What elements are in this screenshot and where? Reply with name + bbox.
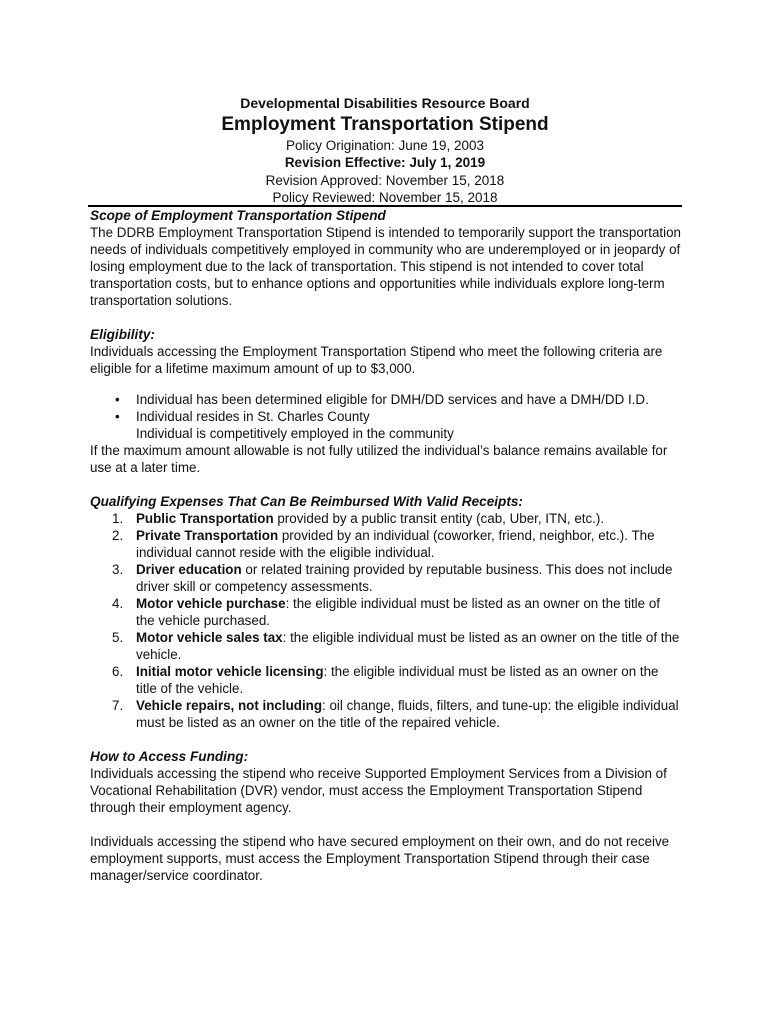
spacer <box>90 309 682 326</box>
item-number: 3. <box>112 562 124 577</box>
list-item <box>90 527 682 561</box>
item-number: 4. <box>112 596 124 611</box>
list-item <box>90 561 682 595</box>
spacer <box>90 731 682 748</box>
spacer <box>90 377 682 391</box>
criteria-text: Individual has been determined eligible for DMH/DD services and have a DMH/DD I.D. <box>136 392 649 407</box>
policy-origination: Policy Origination: June 19, 2003 <box>285 138 485 153</box>
item-term: Private Transportation <box>136 528 279 543</box>
list-item <box>90 629 682 663</box>
expenses-heading: Qualifying Expenses That Can Be Reimbursed With Valid Receipts: <box>90 494 523 509</box>
spacer <box>90 476 682 493</box>
item-number: 2. <box>112 528 124 543</box>
list-item <box>90 408 682 425</box>
eligibility-intro: Individuals accessing the Employment Transportation Stipend who meet the following criteria are eligible for a lifetime maximum amount of up to $3,000. <box>90 344 663 376</box>
item-term: Vehicle repairs, not including <box>136 698 323 713</box>
document-body <box>90 207 682 884</box>
item-text: : the eligible individual must be listed as an owner on the title of the vehicle. <box>136 630 680 662</box>
scope-heading: Scope of Employment Transportation Stipend <box>90 208 386 223</box>
item-number: 6. <box>112 664 124 679</box>
item-term: Driver education <box>136 562 242 577</box>
spacer <box>90 816 682 833</box>
criteria-text: Individual resides in St. Charles County <box>136 409 370 424</box>
list-item <box>90 663 682 697</box>
item-text: or related training provided by reputable business. This does not include driver skill or competency assessments. <box>136 562 673 594</box>
policy-reviewed: Policy Reviewed: November 15, 2018 <box>272 190 498 206</box>
eligibility-heading: Eligibility: <box>90 327 155 342</box>
item-text: : the eligible individual must be listed as an owner on the title of the vehicle purchased. <box>136 596 660 628</box>
item-text: provided by a public transit entity (cab, Uber, ITN, etc.). <box>273 511 605 526</box>
organization-name: Developmental Disabilities Resource Board <box>240 95 530 111</box>
item-number: 7. <box>112 698 124 713</box>
item-text: : the eligible individual must be listed as an owner on the title of the vehicle. <box>136 664 659 696</box>
list-item <box>90 510 682 527</box>
document-header <box>90 94 680 207</box>
item-term: Public Transportation <box>136 511 274 526</box>
item-number: 1. <box>112 511 124 526</box>
access-heading: How to Access Funding: <box>90 749 249 764</box>
expenses-list <box>90 510 682 731</box>
item-text: : oil change, fluids, filters, and tune-up: the eligible individual must be listed as an owner on the title of the repaired vehicle. <box>136 698 679 730</box>
item-term: Motor vehicle purchase <box>136 596 286 611</box>
bullet-icon: • <box>115 392 120 407</box>
criteria-unbulleted: Individual is competitively employed in the community <box>136 426 454 441</box>
item-term: Motor vehicle sales tax <box>136 630 283 645</box>
access-paragraph-2: Individuals accessing the stipend who have secured employment on their own, and do not receive employment supports, must access the Employment Transportation Stipend through their case manager/service coordinator. <box>90 834 670 883</box>
list-item <box>90 697 682 731</box>
eligibility-criteria-list <box>90 391 682 425</box>
balance-note: If the maximum amount allowable is not fully utilized the individual’s balance remains available for use at a later time. <box>90 443 668 475</box>
list-item <box>90 595 682 629</box>
item-number: 5. <box>112 630 124 645</box>
scope-text: The DDRB Employment Transportation Stipend is intended to temporarily support the transportation needs of individuals competitively employed in community who are underemployed or in jeopardy of losing employment due to the lack of transportation. This stipend is not intended to cover total transportation costs, but to enhance options and opportunities while individuals explore long-term transportation solutions. <box>90 225 681 308</box>
item-term: Initial motor vehicle licensing <box>136 664 324 679</box>
item-text: provided by an individual (coworker, friend, neighbor, etc.). The individual cannot reside with the eligible individual. <box>136 528 655 560</box>
list-item <box>90 391 682 408</box>
access-paragraph-1: Individuals accessing the stipend who receive Supported Employment Services from a Division of Vocational Rehabilitation (DVR) vendor, must access the Employment Transportation Stipend through their employment agency. <box>90 766 667 815</box>
revision-approved: Revision Approved: November 15, 2018 <box>265 172 505 188</box>
document-title: Employment Transportation Stipend <box>221 114 549 135</box>
bullet-icon: • <box>115 409 120 424</box>
revision-effective: Revision Effective: July 1, 2019 <box>284 155 486 171</box>
